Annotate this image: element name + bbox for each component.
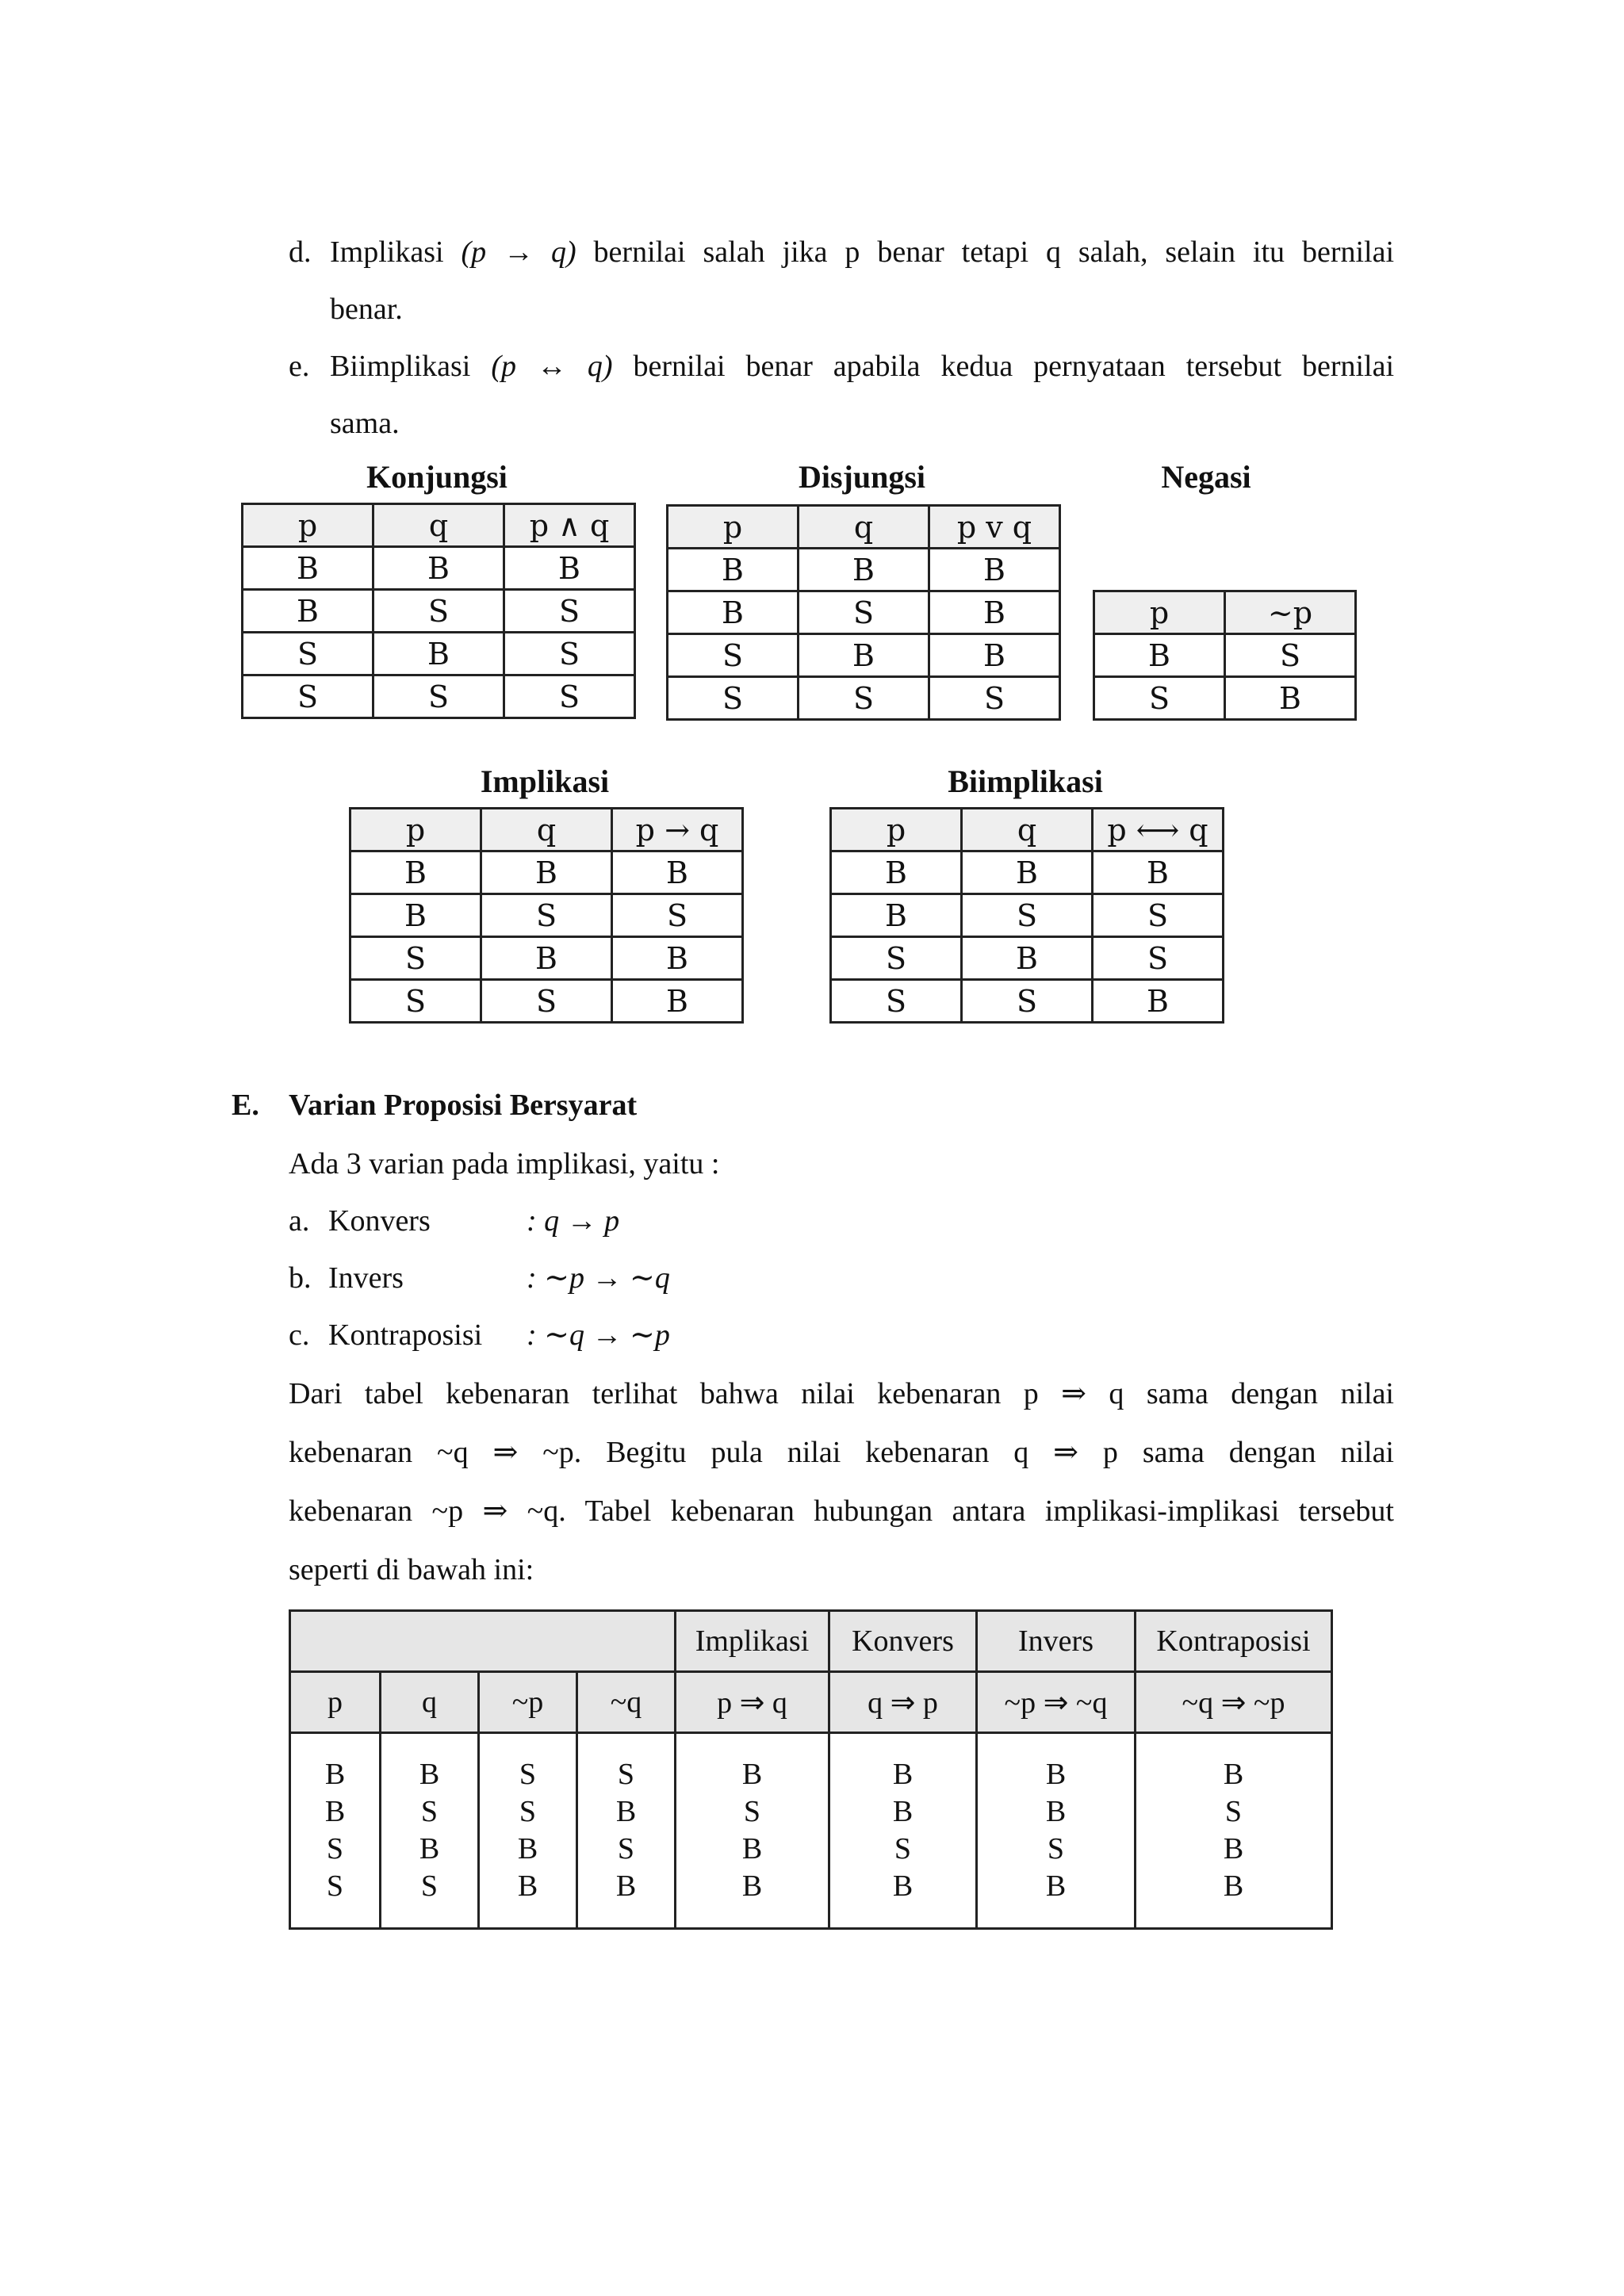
implikasi-table	[349, 807, 744, 1024]
header-cell: q	[381, 1672, 479, 1733]
header-cell: q	[373, 504, 504, 547]
table-row	[243, 590, 635, 633]
table-row	[350, 894, 743, 937]
table-cell: B	[799, 549, 929, 591]
table-cell: S	[481, 980, 612, 1023]
item-d-term: Implikasi	[330, 235, 444, 269]
variant-c-name: Kontraposisi	[328, 1318, 483, 1352]
header-cell: p ⟷ q	[1093, 809, 1224, 851]
header-cell: Kontraposisi	[1136, 1611, 1332, 1672]
header-cell: p v q	[929, 506, 1060, 549]
table-row	[831, 894, 1224, 937]
header-cell: q ⇒ p	[829, 1672, 977, 1733]
header-cell: Konvers	[829, 1611, 977, 1672]
table-header-row	[668, 506, 1060, 549]
implikasi-title: Implikasi	[480, 763, 610, 799]
variants-truth-table	[289, 1609, 1333, 1930]
table-row	[350, 980, 743, 1023]
table-cell: S	[504, 675, 635, 718]
header-cell: p	[350, 809, 481, 851]
variant-b-name: Invers	[328, 1261, 404, 1295]
header-cell: p ∧ q	[504, 504, 635, 547]
table-group-header-row	[290, 1611, 1332, 1672]
paragraph-line: Dari tabel kebenaran terlihat bahwa nilai kebenaran p ⇒ q sama dengan nilai	[289, 1377, 1394, 1410]
item-e-term: Biimplikasi	[330, 350, 471, 383]
table-cell: B	[481, 937, 612, 980]
table-row	[290, 1733, 1332, 1929]
header-cell: p	[668, 506, 799, 549]
header-cell: Invers	[977, 1611, 1136, 1672]
table-cell: S S B B	[479, 1733, 577, 1929]
table-cell: B	[350, 894, 481, 937]
table-row	[831, 937, 1224, 980]
table-cell: B S B B	[1136, 1733, 1332, 1929]
table-row	[350, 937, 743, 980]
table-cell: B	[668, 591, 799, 634]
header-cell: q	[481, 809, 612, 851]
table-cell: B B S B	[977, 1733, 1136, 1929]
paragraph-line: kebenaran ~q ⇒ ~p. Begitu pula nilai kebenaran q ⇒ p sama dengan nilai	[289, 1436, 1394, 1469]
table-cell: S	[831, 937, 962, 980]
table-cell: S	[373, 590, 504, 633]
table-cell: S	[350, 937, 481, 980]
table-cell: B	[929, 634, 1060, 677]
item-e-marker: e.	[289, 350, 310, 383]
header-cell: Implikasi	[676, 1611, 829, 1672]
table-cell: B B S S	[290, 1733, 381, 1929]
table-header-row	[290, 1672, 1332, 1733]
konjungsi-table	[241, 503, 636, 719]
table-cell: B S B S	[381, 1733, 479, 1929]
item-e-line2: sama.	[330, 407, 400, 440]
section-letter: E.	[232, 1089, 259, 1122]
table-cell: B	[612, 980, 743, 1023]
table-cell: B	[1225, 677, 1356, 720]
table-cell: B	[350, 851, 481, 894]
item-d-line1	[330, 224, 1394, 281]
table-cell: B	[929, 591, 1060, 634]
table-cell: S	[243, 675, 373, 718]
header-cell: p	[290, 1672, 381, 1733]
table-cell: S	[350, 980, 481, 1023]
table-cell: B	[1093, 980, 1224, 1023]
table-cell: S	[243, 633, 373, 675]
variant-a-formula: : q → p	[527, 1204, 620, 1238]
table-cell: S	[373, 675, 504, 718]
disjungsi-table	[666, 504, 1061, 721]
table-cell: B B S B	[829, 1733, 977, 1929]
table-cell: B S B B	[676, 1733, 829, 1929]
item-d-marker: d.	[289, 235, 312, 269]
table-row	[831, 851, 1224, 894]
table-cell: B	[929, 549, 1060, 591]
header-cell: p ⇒ q	[676, 1672, 829, 1733]
header-cell: ~q	[577, 1672, 676, 1733]
header-cell: p	[1094, 591, 1225, 634]
table-row	[243, 675, 635, 718]
paragraph-line: seperti di bawah ini:	[289, 1553, 534, 1586]
table-row	[668, 677, 1060, 720]
table-row	[1094, 677, 1356, 720]
table-row	[243, 633, 635, 675]
table-cell: B	[962, 937, 1093, 980]
section-title: Varian Proposisi Bersyarat	[289, 1089, 638, 1122]
header-cell: ~p	[1225, 591, 1356, 634]
table-cell: S	[1225, 634, 1356, 677]
table-cell: B	[1093, 851, 1224, 894]
biimplikasi-title: Biimplikasi	[948, 763, 1103, 799]
empty-header-cell	[290, 1611, 676, 1672]
header-cell: ~p	[479, 1672, 577, 1733]
table-row	[1094, 634, 1356, 677]
table-cell: B	[504, 547, 635, 590]
table-cell: S	[962, 980, 1093, 1023]
item-e-line1	[330, 338, 1394, 395]
table-cell: S	[929, 677, 1060, 720]
biimplikasi-table	[829, 807, 1224, 1024]
paragraph-line: kebenaran ~p ⇒ ~q. Tabel kebenaran hubungan antara implikasi-implikasi tersebut	[289, 1494, 1394, 1528]
table-cell: B	[1094, 634, 1225, 677]
variant-b-formula: : ∼p → ∼q	[527, 1261, 670, 1295]
item-d-formula: (p → q)	[461, 235, 576, 269]
table-cell: B	[481, 851, 612, 894]
variant-b-marker: b.	[289, 1261, 312, 1295]
table-cell: S	[504, 633, 635, 675]
konjungsi-title: Konjungsi	[366, 459, 508, 495]
table-cell: S	[831, 980, 962, 1023]
table-cell: B	[962, 851, 1093, 894]
header-cell: q	[799, 506, 929, 549]
table-cell: B	[831, 851, 962, 894]
table-header-row	[1094, 591, 1356, 634]
table-cell: S B S B	[577, 1733, 676, 1929]
table-row	[668, 634, 1060, 677]
variant-a-name: Konvers	[328, 1204, 431, 1238]
table-cell: B	[831, 894, 962, 937]
table-row	[831, 980, 1224, 1023]
table-cell: B	[243, 590, 373, 633]
table-cell: B	[243, 547, 373, 590]
table-row	[243, 547, 635, 590]
table-cell: S	[668, 677, 799, 720]
header-cell: q	[962, 809, 1093, 851]
table-cell: B	[612, 851, 743, 894]
header-cell: ~p ⇒ ~q	[977, 1672, 1136, 1733]
table-cell: S	[481, 894, 612, 937]
table-cell: B	[668, 549, 799, 591]
table-cell: S	[668, 634, 799, 677]
header-cell: p	[243, 504, 373, 547]
table-row	[668, 549, 1060, 591]
header-cell: p → q	[612, 809, 743, 851]
variant-a-marker: a.	[289, 1204, 310, 1238]
variant-c-formula: : ∼q → ∼p	[527, 1318, 670, 1352]
negasi-title: Negasi	[1161, 459, 1251, 495]
header-cell: p	[831, 809, 962, 851]
table-cell: S	[1093, 937, 1224, 980]
negasi-table	[1093, 590, 1357, 721]
table-row	[668, 591, 1060, 634]
table-cell: S	[799, 591, 929, 634]
table-header-row	[243, 504, 635, 547]
table-cell: B	[373, 547, 504, 590]
table-cell: S	[1093, 894, 1224, 937]
table-cell: B	[612, 937, 743, 980]
item-e-text: bernilai benar apabila kedua pernyataan tersebut bernilai	[633, 350, 1395, 383]
table-cell: S	[1094, 677, 1225, 720]
variant-c-marker: c.	[289, 1318, 310, 1352]
table-cell: B	[373, 633, 504, 675]
disjungsi-title: Disjungsi	[798, 459, 926, 495]
item-d-line2: benar.	[330, 293, 403, 326]
table-header-row	[831, 809, 1224, 851]
item-d-text: bernilai salah jika p benar tetapi q salah, selain itu bernilai	[593, 235, 1395, 269]
table-header-row	[350, 809, 743, 851]
table-cell: S	[612, 894, 743, 937]
table-cell: S	[799, 677, 929, 720]
item-e-formula: (p ↔ q)	[491, 350, 613, 383]
header-cell: ~q ⇒ ~p	[1136, 1672, 1332, 1733]
table-row	[350, 851, 743, 894]
table-cell: B	[799, 634, 929, 677]
table-cell: S	[504, 590, 635, 633]
section-intro: Ada 3 varian pada implikasi, yaitu :	[289, 1147, 720, 1181]
table-cell: S	[962, 894, 1093, 937]
